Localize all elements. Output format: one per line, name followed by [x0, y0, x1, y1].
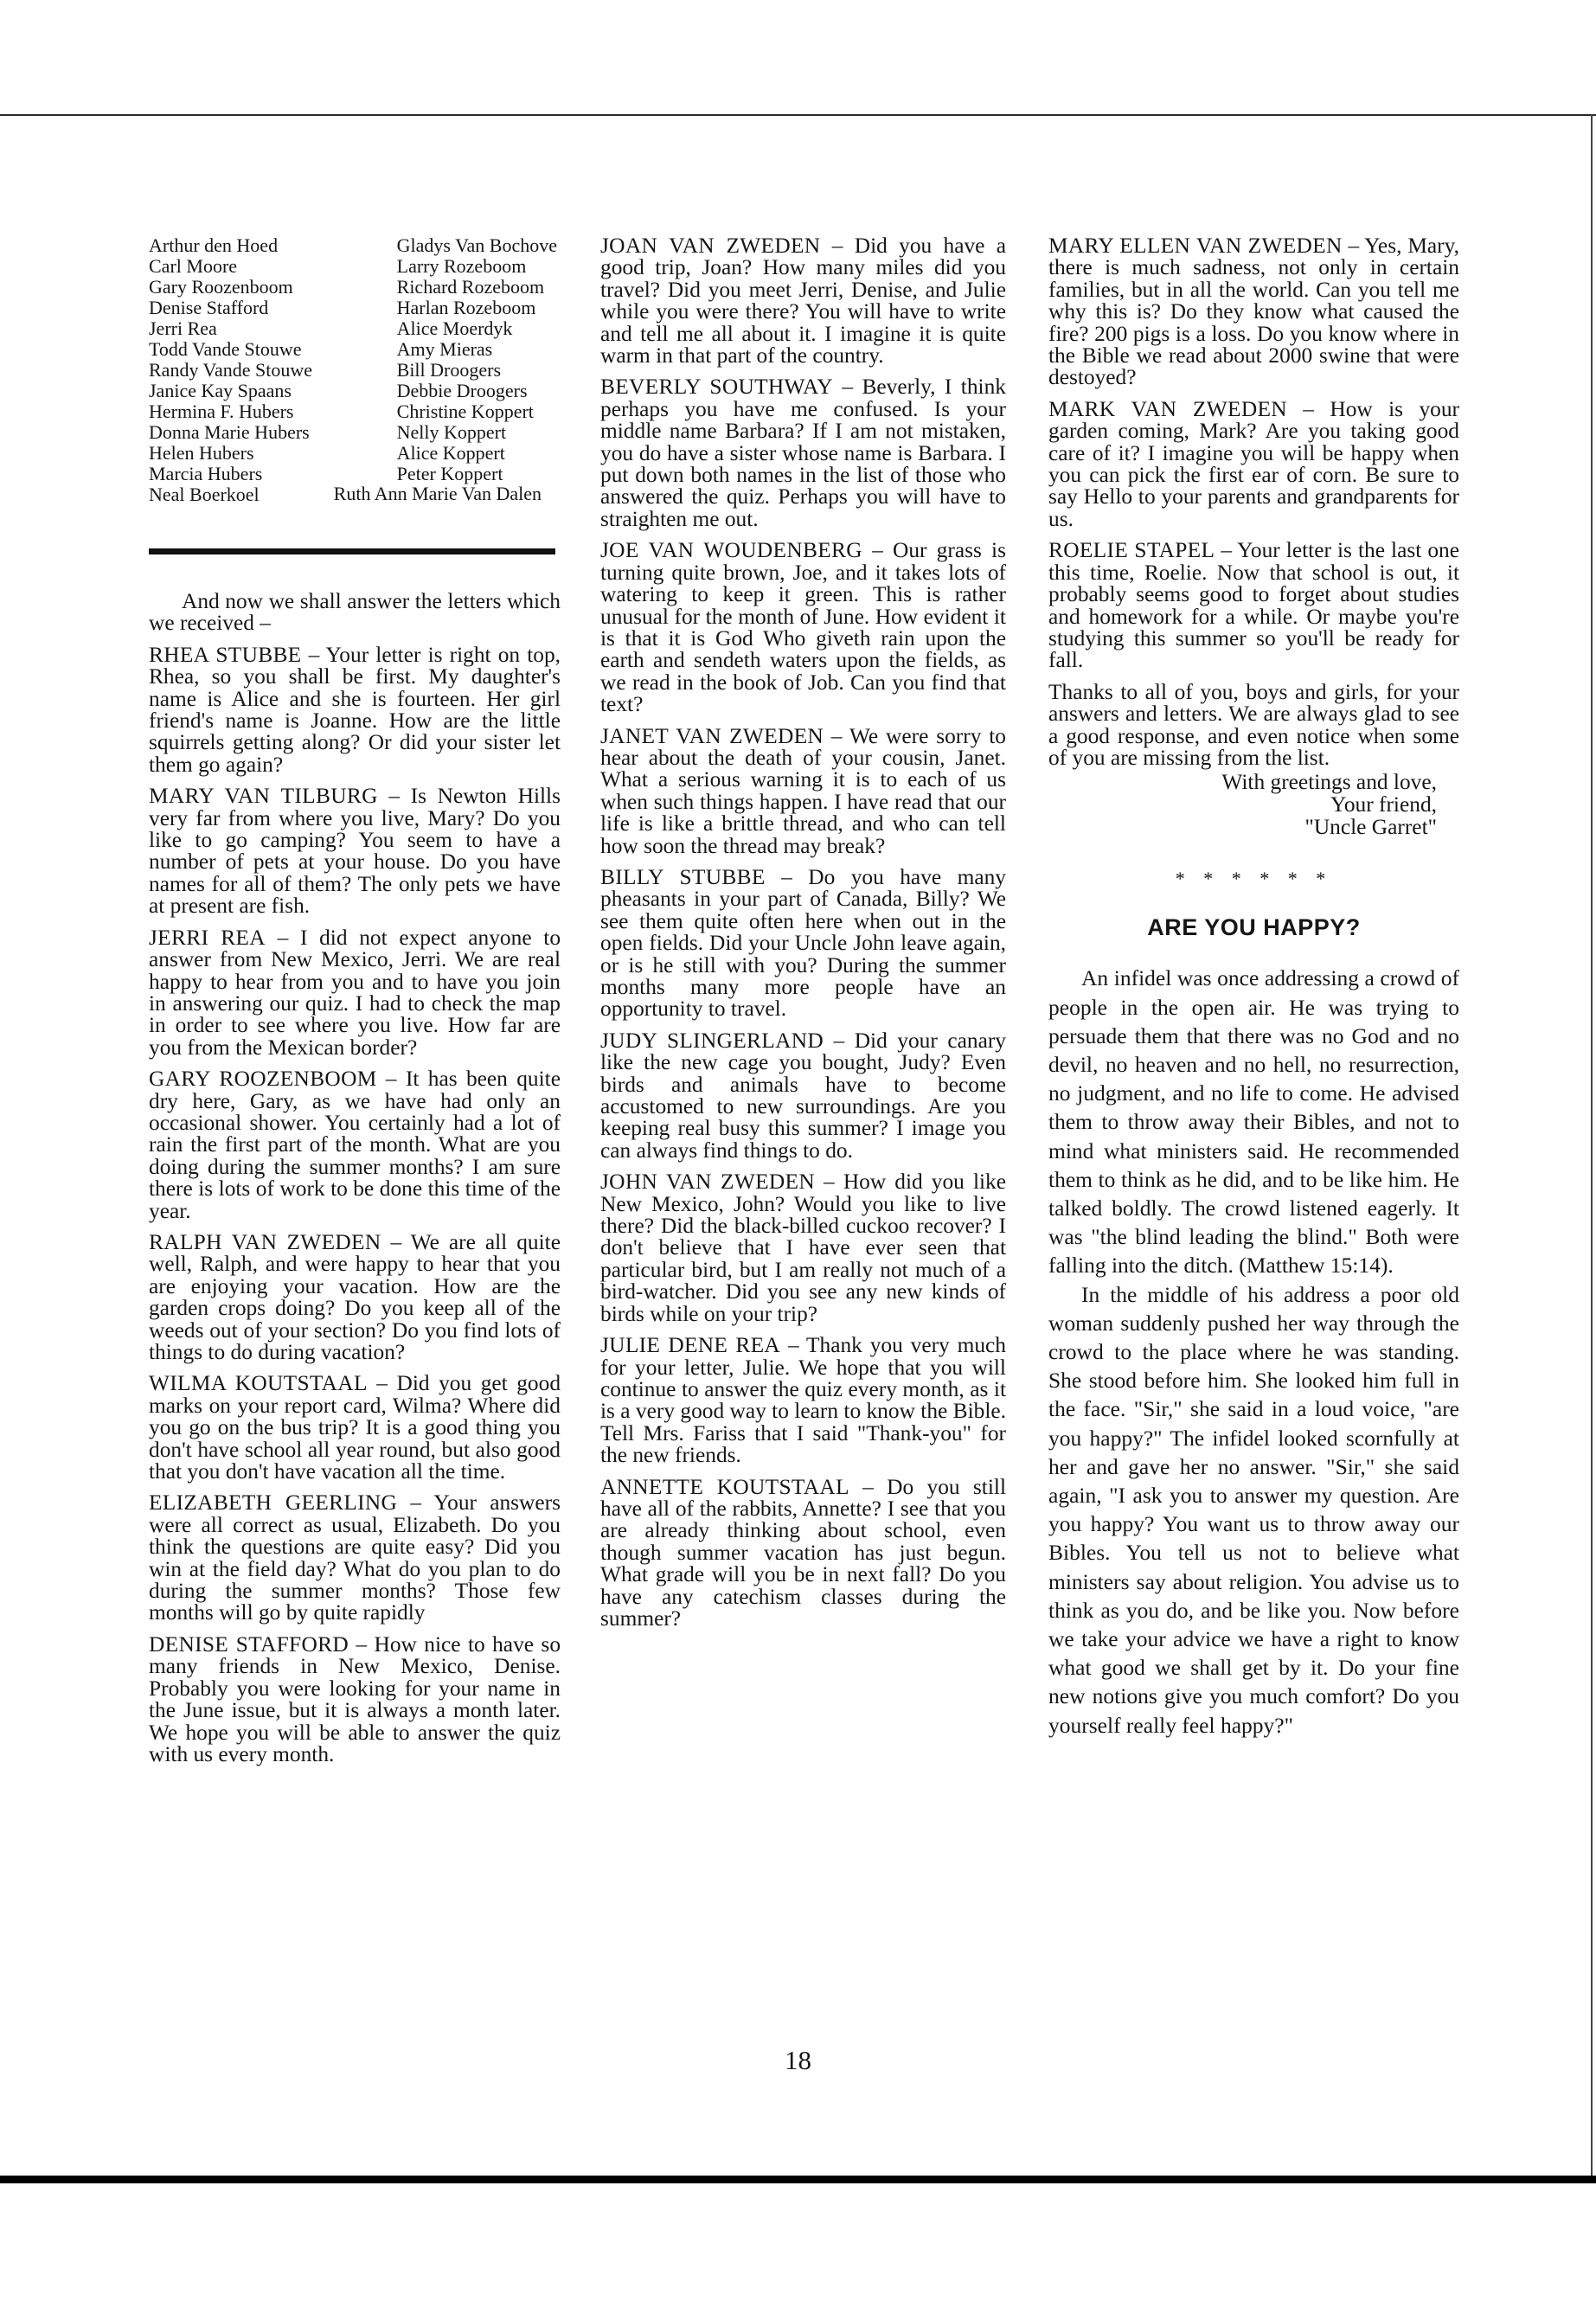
- participant-name: Nelly Koppert: [396, 421, 507, 443]
- participant-name: Ruth Ann Marie Van Dalen: [333, 483, 542, 504]
- letter-reply: JANET VAN ZWEDEN – We were sorry to hear about the death of your cousin, Janet. What a serious warning it is to each of us when such things happen. I have read that our life is like a brittle thread, and who can tell how soon the thread may break?: [600, 723, 1006, 858]
- letter-reply: ANNETTE KOUTSTAAL – Do you still have all of the rabbits, Annette? I see that you are already thinking about school, even though summer vacation has just begun. What grade will you be in next fall? Do you have any catechism classes during the summer?: [600, 1474, 1007, 1631]
- page-number: 18: [785, 2045, 811, 2075]
- letter-text: I did not expect anyone to answer from New Mexico, Jerri. We are real happy to hear from you and to have you join in answering our quiz. I had to check the map in order to see where you live. How far are you from the Mexican border?: [149, 925, 561, 1060]
- letter-reply: BILLY STUBBE – Do you have many pheasants in your part of Canada, Billy? We see them quite often here when out in the open fields. Did your Uncle John leave again, or is he still with you? During the summer months many more people have an opportunity to travel.: [600, 864, 1007, 1022]
- letter-reply: JULIE DENE REA – Thank you very much for your letter, Julie. We hope that you will continue to answer the quiz every month, as it is a very good way to learn to know the Bible. Tell Mrs. Fariss that I said "Thank-you" for the new friends.: [600, 1333, 1007, 1468]
- letter-recipient: ANNETTE KOUTSTAAL: [600, 1474, 849, 1499]
- letter-text: Do you have many pheasants in your part of Canada, Billy? We see them quite often here when out in the open fields. Did your Uncle John leave again, or is he still with you? During the summer months many more people have an opportunity to travel.: [600, 864, 1007, 1022]
- article-heading: ARE YOU HAPPY?: [1147, 914, 1361, 941]
- participant-name: Debbie Droogers: [396, 380, 528, 401]
- letter-reply: JOHN VAN ZWEDEN – How did you like New Mexico, John? Would you like to live there? Did the black-billed cuckoo recover? I don't believe that I have ever seen that particular bird, but I am really not much of a bird-watcher. Did you see any new kinds of birds while on your trip?: [600, 1170, 1007, 1326]
- letter-recipient: MARY ELLEN VAN ZWEDEN: [1048, 234, 1343, 258]
- letter-recipient: JULIE DENE REA: [600, 1333, 781, 1358]
- letter-text: Your letter is the last one this time, Roelie. Now that school is out, it probably seems good to forget about studies and homework for a while. Or maybe you're studying this summer so you'll be ready for fall.: [1048, 538, 1460, 673]
- section-divider: [149, 548, 555, 554]
- letter-text: Did your canary like the new cage you bought, Judy? Even birds and animals have to become accustomed to new surroundings. Are you keeping real busy this summer? I image you can always find things to do.: [600, 1028, 1006, 1163]
- letter-text: Did you have a good trip, Joan? How many miles did you travel? Did you meet Jerri, Denise, and Julie while you were there? You will have to write and tell me all about it. I imagine it is quite warm in that part of the country.: [600, 234, 1007, 369]
- participant-name: Arthur den Hoed: [149, 234, 279, 256]
- letter-text: Your letter is right on top, Rhea, so you shall be first. My daughter's name is Alice and she is fourteen. Her girl friend's name is Joanne. How are the little squirrels getting along? Or did your sister let them go again?: [149, 642, 561, 777]
- letter-recipient: WILMA KOUTSTAAL: [149, 1371, 368, 1396]
- letter-text: We are all quite well, Ralph, and were happy to hear that you are enjoying your vacation. How are the garden crops doing? Do you keep all of the weeds out of your section? Do you find lots of things to do during vacation?: [149, 1229, 561, 1364]
- letter-reply: RALPH VAN ZWEDEN – We are all quite well, Ralph, and were happy to hear that you are enjoying your vacation. How are the garden crops doing? Do you keep all of the weeds out of your section? Do you find lots of things to do during vacation?: [149, 1229, 561, 1364]
- letter-recipient: JOAN VAN ZWEDEN: [600, 234, 821, 258]
- letter-recipient: JERRI REA: [149, 925, 266, 950]
- letter-recipient: MARK VAN ZWEDEN: [1048, 396, 1287, 421]
- participant-name: Todd Vande Stouwe: [149, 338, 302, 360]
- letter-reply: JUDY SLINGERLAND – Did your canary like the new cage you bought, Judy? Even birds and animals have to become accustomed to new surroundings. Are you keeping real busy this summer? I image you can always find things to do.: [600, 1028, 1006, 1163]
- letter-text: How nice to have so many friends in New Mexico, Denise. Probably you were looking for your name in the June issue, but it is always a month later. We hope you will be able to answer the quiz with us every month.: [149, 1631, 561, 1766]
- letter-text: Did you get good marks on your report card, Wilma? Where did you go on the bus trip? It is a good thing you don't have school all year round, but also good that you don't have vacation all the time.: [149, 1371, 561, 1484]
- letter-reply: DENISE STAFFORD – How nice to have so many friends in New Mexico, Denise. Probably you were looking for your name in the June issue, but it is always a month later. We hope you will be able to answer the quiz with us every month.: [149, 1631, 561, 1766]
- right-border-rule: [1591, 114, 1593, 2176]
- signoff-friend: Your friend,: [1330, 792, 1437, 817]
- column-3: [1048, 235, 1459, 1740]
- letters-intro: And now we shall answer the letters which we received –: [149, 589, 561, 636]
- participant-name: Larry Rozeboom: [396, 255, 527, 277]
- participant-name: Peter Koppert: [396, 463, 503, 484]
- letter-recipient: DENISE STAFFORD: [149, 1631, 349, 1657]
- letter-recipient: BILLY STUBBE: [600, 864, 766, 889]
- letter-text: Your answers were all correct as usual, Elizabeth. Do you think the questions are quite easy? Did you win at the field day? What do you plan to do during the summer months? Those few months will go by quite rapidly: [149, 1490, 561, 1625]
- column-1: [149, 235, 561, 1775]
- letter-reply: ROELIE STAPEL – Your letter is the last one this time, Roelie. Now that school is out, it probably seems good to forget about studies and homework for a while. Or maybe you're studying this summer so you'll be ready for fall.: [1048, 538, 1460, 673]
- letter-recipient: JANET VAN ZWEDEN: [600, 723, 824, 748]
- letter-text: We were sorry to hear about the death of your cousin, Janet. What a serious warning it is to each of us when such things happen. I have read that our life is like a brittle thread, and who can tell how soon the thread may break?: [600, 723, 1006, 858]
- letter-reply: BEVERLY SOUTHWAY – Beverly, I think perhaps you have me confused. Is your middle name Barbara? If I am not mistaken, you do have a sister whose name is Barbara. I put down both names in the list of those who answered the quiz. Perhaps you will have to straighten me out.: [600, 375, 1006, 531]
- participant-name-list: [149, 235, 561, 484]
- participant-name: Gladys Van Bochove: [396, 234, 557, 256]
- participant-name: Gary Roozenboom: [149, 276, 293, 298]
- letter-text: Beverly, I think perhaps you have me confused. Is your middle name Barbara? If I am not mistaken, you do have a sister whose name is Barbara. I put down both names in the list of those who answered the quiz. Perhaps you will have to straighten me out.: [600, 375, 1006, 531]
- letter-reply: MARK VAN ZWEDEN – How is your garden coming, Mark? Are you taking good care of it? I imagine you will be happy when you can pick the first ear of corn. Be sure to say Hello to your parents and grandparents for us.: [1048, 396, 1459, 531]
- letter-reply: MARY VAN TILBURG – Is Newton Hills very far from where you live, Mary? Do you like to go camping? You seem to have a number of pets at your house. Do you have names for all of them? The only pets we have at present are fish.: [149, 784, 561, 919]
- letter-recipient: RHEA STUBBE: [149, 642, 302, 667]
- participant-name: Harlan Rozeboom: [396, 297, 536, 318]
- participant-name: Jerri Rea: [149, 317, 217, 339]
- letter-text: How is your garden coming, Mark? Are you taking good care of it? I imagine you will be happy when you can pick the first ear of corn. Be sure to say Hello to your parents and grandparents for us.: [1048, 396, 1459, 531]
- letter-reply: JERRI REA – I did not expect anyone to answer from New Mexico, Jerri. We are real happy to hear from you and to have you join in answering our quiz. I had to check the map in order to see where you live. How far are you from the Mexican border?: [149, 925, 561, 1060]
- participant-name: Denise Stafford: [149, 297, 269, 318]
- letter-recipient: ROELIE STAPEL: [1048, 538, 1215, 563]
- letter-text: Is Newton Hills very far from where you live, Mary? Do you like to go camping? You seem to have a number of pets at your house. Do you have names for all of them? The only pets we have at present are fish.: [149, 784, 561, 919]
- name-list-left: [149, 235, 312, 484]
- participant-name: Marcia Hubers: [149, 463, 263, 484]
- participant-name: Carl Moore: [149, 255, 238, 277]
- participant-name: Donna Marie Hubers: [149, 421, 310, 443]
- top-border-rule: [0, 114, 1596, 116]
- letter-reply: MARY ELLEN VAN ZWEDEN – Yes, Mary, there is much sadness, not only in certain families, but in all the world. Can you tell me why this is? Do they know what caused the fire? 200 pigs is a loss. Do you know where in the Bible we read about 2000 swine that were destoyed?: [1048, 234, 1460, 390]
- bottom-border-rule: [0, 2176, 1596, 2183]
- letter-reply: ELIZABETH GEERLING – Your answers were all correct as usual, Elizabeth. Do you think the questions are quite easy? Did you win at the field day? What do you plan to do during the summer months? Those few months will go by quite rapidly: [149, 1490, 561, 1625]
- signoff: [1048, 771, 1459, 838]
- letter-recipient: MARY VAN TILBURG: [149, 784, 378, 809]
- signoff-greeting: With greetings and love,: [1221, 770, 1437, 795]
- letter-recipient: JUDY SLINGERLAND: [600, 1028, 824, 1053]
- participant-name: Alice Koppert: [396, 442, 505, 464]
- participant-name: Neal Boerkoel: [149, 484, 260, 505]
- letter-reply: WILMA KOUTSTAAL – Did you get good marks on your report card, Wilma? Where did you go on the bus trip? It is a good thing you don't have school all year round, but also good that you don't have vacation all the time.: [149, 1371, 561, 1484]
- participant-name: Richard Rozeboom: [396, 276, 545, 298]
- closing-paragraph: Thanks to all of you, boys and girls, for your answers and letters. We are always glad to see a good response, and even notice when some of you are missing from the list.: [1048, 679, 1459, 770]
- star-separator: * * * * * *: [1175, 868, 1333, 890]
- participant-name: Randy Vande Stouwe: [149, 359, 313, 381]
- letter-reply: JOE VAN WOUDENBERG – Our grass is turning quite brown, Joe, and it takes lots of watering to keep it green. This is rather unusual for the month of June. How evident it is that it is God Who giveth rain upon the earth and sendeth waters upon the fields, as we read in the book of Job. Can you find that text?: [600, 538, 1006, 717]
- letter-reply: JOAN VAN ZWEDEN – Did you have a good trip, Joan? How many miles did you travel? Did you meet Jerri, Denise, and Julie while you were there? You will have to write and tell me all about it. I imagine it is quite warm in that part of the country.: [600, 234, 1007, 369]
- letter-reply: GARY ROOZENBOOM – It has been quite dry here, Gary, as we have had only an occasional shower. You certainly had a lot of rain the first part of the month. What are you doing during the summer months? I am sure there is lots of work to be done this time of the year.: [149, 1067, 561, 1223]
- participant-name: Hermina F. Hubers: [149, 401, 294, 422]
- participant-name: Helen Hubers: [149, 442, 254, 464]
- participant-name: Janice Kay Spaans: [149, 380, 292, 401]
- letter-recipient: GARY ROOZENBOOM: [149, 1067, 377, 1092]
- letter-text: Our grass is turning quite brown, Joe, and it takes lots of watering to keep it green. This is rather unusual for the month of June. How evident it is that it is God Who giveth rain upon the earth and sendeth waters upon the fields, as we read in the book of Job. Can you find that text?: [600, 538, 1006, 717]
- letter-recipient: JOE VAN WOUDENBERG: [600, 538, 862, 563]
- participant-name: Amy Mieras: [396, 338, 493, 360]
- participant-name: Christine Koppert: [396, 401, 534, 422]
- letter-recipient: JOHN VAN ZWEDEN: [600, 1170, 815, 1195]
- article-paragraph: In the middle of his address a poor old woman suddenly pushed her way through the crowd to the place where he was standing. She stood before him. She looked him full in the face. "Sir," she said in a loud voice, "are you happy?" The infidel looked scornfully at her and gave her no answer. "Sir," she said again, "I ask you to answer my question. Are you happy? You want us to throw away our Bibles. You tell us not to believe what ministers say about religion. You advise us to think as you do, and be like you. Now before we take your advice we have a right to know what good we shall get by it. Do your fine new notions give you much comfort? Do you yourself really feel happy?": [1048, 1281, 1459, 1738]
- letter-text: It has been quite dry here, Gary, as we have had only an occasional shower. You certainly had a lot of rain the first part of the month. What are you doing during the summer months? I am sure there is lots of work to be done this time of the year.: [149, 1067, 561, 1223]
- article-paragraph: An infidel was once addressing a crowd of people in the open air. He was trying to persuade them that there was no God and no devil, no heaven and no hell, no resurrection, no judgment, and no life to come. He advised them to throw away their Bibles, and not to mind what ministers said. He recommended them to think as he did, and to be like him. He talked boldly. The crowd listened eagerly. It was "the blind leading the blind." Both were falling into the ditch. (Matthew 15:14).: [1048, 965, 1459, 1279]
- column-2: [600, 235, 1006, 1639]
- name-list-right: [397, 235, 561, 484]
- letter-text: How did you like New Mexico, John? Would you like to live there? Did the black-billed cuckoo recover? I don't believe that I have ever seen that particular bird, but I am really not much of a bird-watcher. Did you see any new kinds of birds while on your trip?: [600, 1170, 1007, 1326]
- participant-name: Alice Moerdyk: [396, 317, 513, 339]
- letter-text: Thank you very much for your letter, Julie. We hope that you will continue to answer the quiz every month, as it is a very good way to learn to know the Bible. Tell Mrs. Fariss that I said "Thank-you" for the new friends.: [600, 1333, 1007, 1468]
- participant-name: Bill Droogers: [396, 359, 502, 381]
- letter-recipient: BEVERLY SOUTHWAY: [600, 375, 833, 400]
- signoff-signature: "Uncle Garret": [1304, 815, 1437, 840]
- letter-text: Do you still have all of the rabbits, Annette? I see that you are already thinking about school, even though summer vacation has just begun. What grade will you be in next fall? Do you have any catechism classes during the summer?: [600, 1474, 1007, 1631]
- letter-recipient: ELIZABETH GEERLING: [149, 1490, 398, 1516]
- letter-text: Yes, Mary, there is much sadness, not only in certain families, but in all the world. Can you tell me why this is? Do they know what caused the fire? 200 pigs is a loss. Do you know where in the Bible we read about 2000 swine that were destoyed?: [1048, 234, 1460, 390]
- letter-recipient: RALPH VAN ZWEDEN: [149, 1229, 381, 1254]
- letter-reply: RHEA STUBBE – Your letter is right on top, Rhea, so you shall be first. My daughter's name is Alice and she is fourteen. Her girl friend's name is Joanne. How are the little squirrels getting along? Or did your sister let them go again?: [149, 642, 561, 777]
- name-list-last-row: [149, 484, 561, 505]
